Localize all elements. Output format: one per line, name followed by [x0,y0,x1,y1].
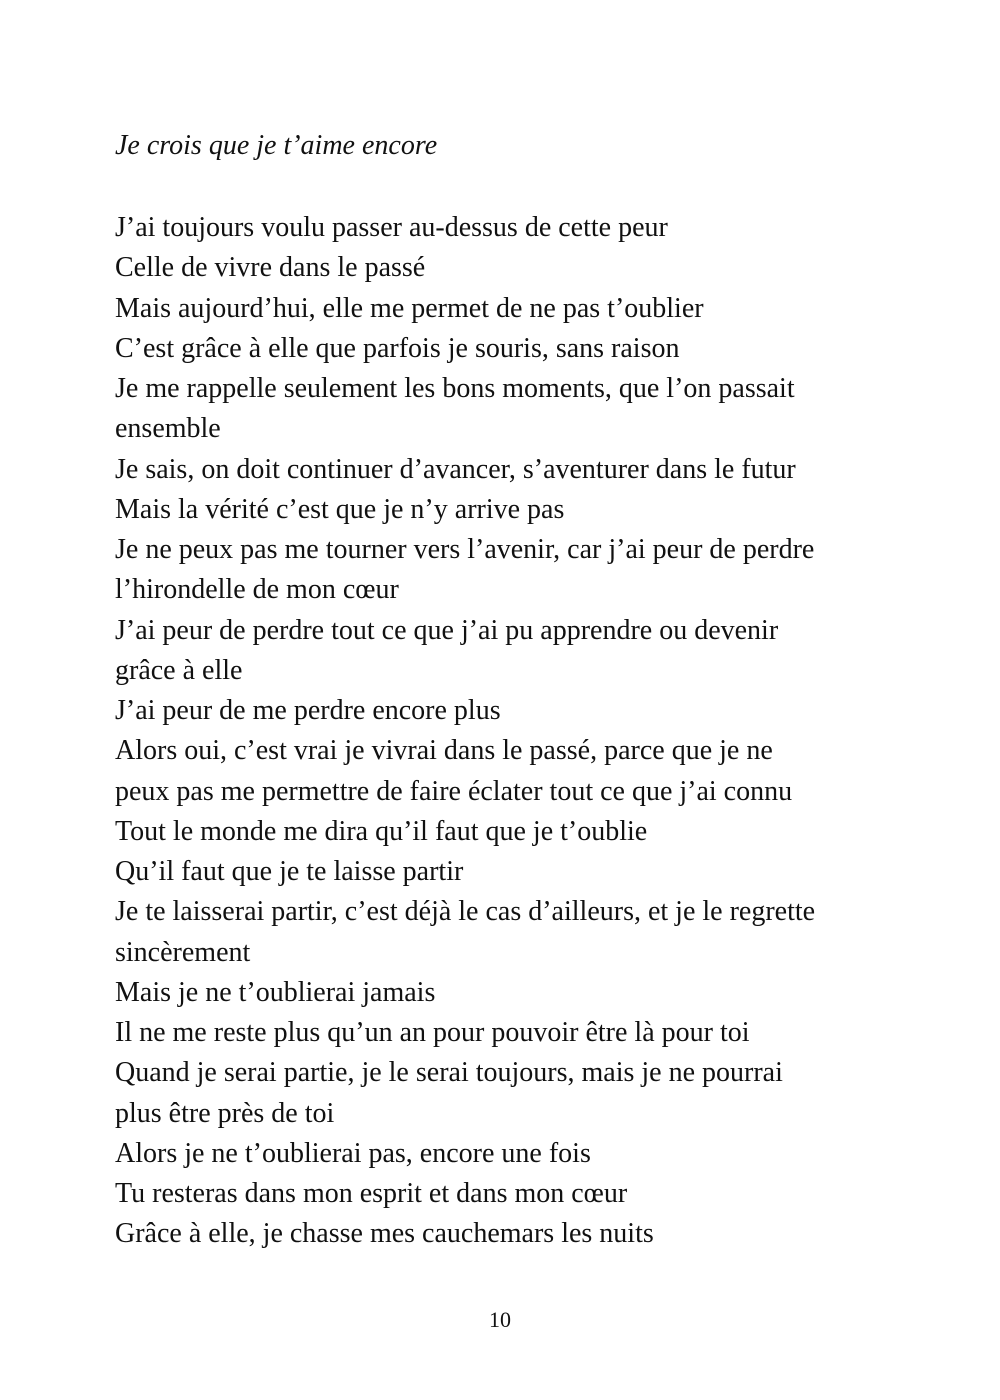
poem-line: Il ne me reste plus qu’un an pour pouvoir être là pour toi [115,1017,750,1048]
poem-line: Qu’il faut que je te laisse partir [115,856,464,887]
poem-line: Je ne peux pas me tourner vers l’avenir, car j’ai peur de perdre [115,534,815,565]
poem-line: Quand je serai partie, je le serai toujours, mais je ne pourrai [115,1057,783,1089]
poem-line: Je sais, on doit continuer d’avancer, s’aventurer dans le futur [115,453,796,485]
poem-line: Alors oui, c’est vrai je vivrai dans le passé, parce que je ne [115,735,773,767]
poem-line: J’ai toujours voulu passer au-dessus de cette peur [115,212,668,243]
poem-body [115,208,905,1255]
poem-line: Je te laisserai partir, c’est déjà le cas d’ailleurs, et je le regrette [115,896,816,928]
poem-line: Tout le monde me dira qu’il faut que je t’oublie [115,815,648,847]
poem-line: Alors je ne t’oublierai pas, encore une fois [115,1137,591,1169]
page-number: 10 [489,1307,511,1332]
poem-line: Grâce à elle, je chasse mes cauchemars les nuits [115,1218,654,1250]
poem-line: ensemble [115,413,221,445]
poem-line: Tu resteras dans mon esprit et dans mon cœur [115,1178,628,1209]
poem-line: Mais je ne t’oublierai jamais [115,976,436,1008]
poem-line: peux pas me permettre de faire éclater tout ce que j’ai connu [115,775,793,807]
poem-line: Celle de vivre dans le passé [115,252,426,284]
poem-line: plus être près de toi [115,1097,335,1129]
poem-line: J’ai peur de perdre tout ce que j’ai pu apprendre ou devenir [115,614,779,646]
poem-title: Je crois que je t’aime encore [115,130,438,161]
poem-line: Je me rappelle seulement les bons moments, que l’on passait [115,373,795,404]
poem-line: Mais la vérité c’est que je n’y arrive pas [115,493,565,525]
poem-line: C’est grâce à elle que parfois je souris, sans raison [115,332,680,364]
poem-line: grâce à elle [115,654,243,686]
poem-line: J’ai peur de me perdre encore plus [115,695,501,726]
poem-line: Mais aujourd’hui, elle me permet de ne pas t’oublier [115,292,704,324]
poem-line: l’hirondelle de mon cœur [115,574,399,606]
poem-line: sincèrement [115,936,251,968]
